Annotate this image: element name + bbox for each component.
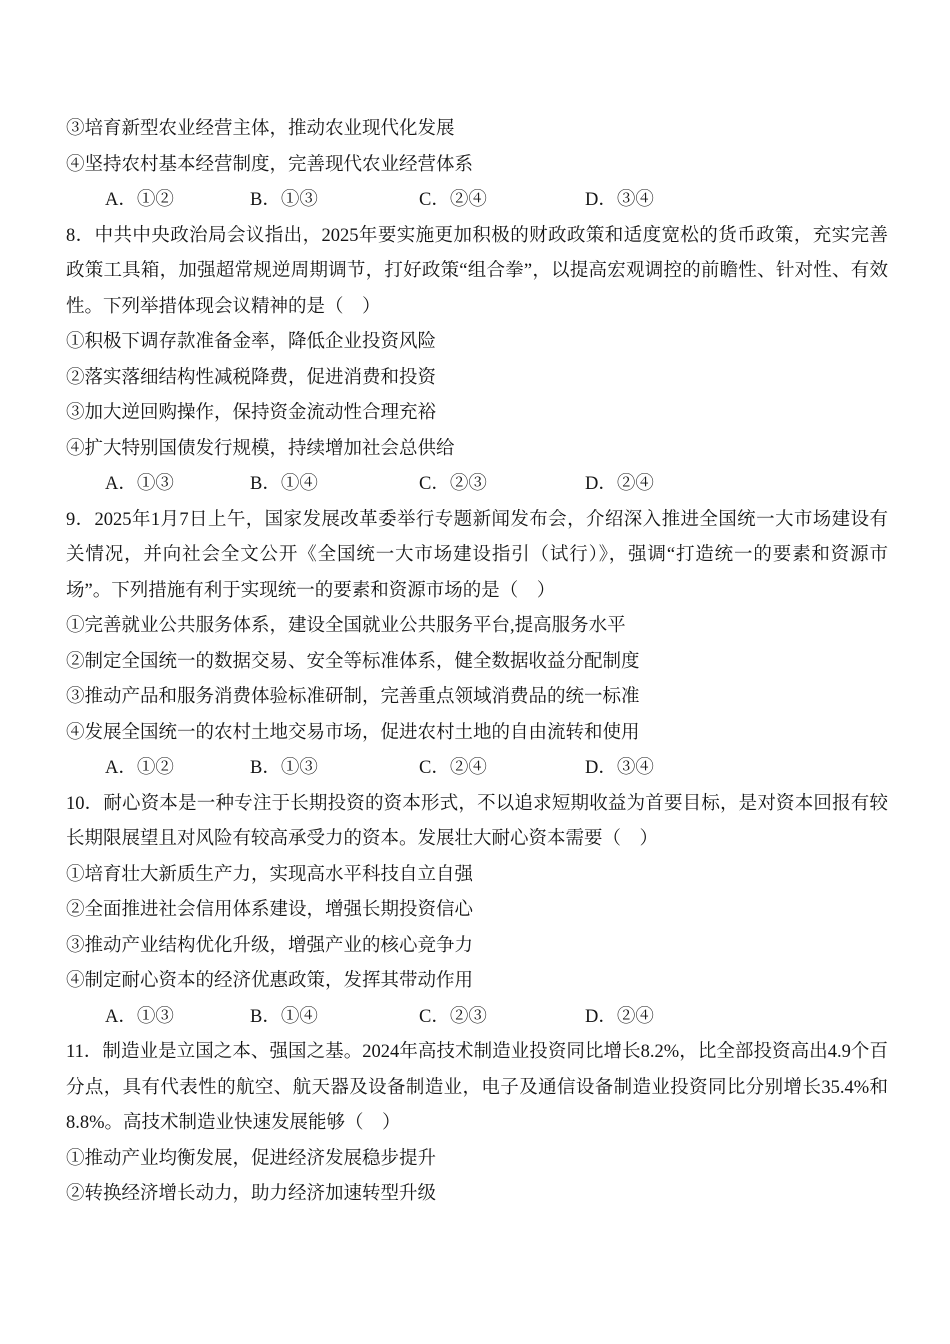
question-option: ③培育新型农业经营主体，推动农业现代化发展 (66, 119, 455, 139)
question-option: ③推动产业结构优化升级，增强产业的核心竞争力 (66, 935, 474, 956)
question-stem: 11．制造业是立国之本、强国之基。2024年高技术制造业投资同比增长8.2%，比全部投资高出4.9个百分点，具有代表性的航空、航天器及设备制造业，电子及通信设备制造业投资同比分别增长35.4%和8.8%。高技术制造业快速发展能够（ ） (66, 1042, 888, 1133)
choice-row (66, 1000, 888, 1036)
question-option: ①推动产业均衡发展，促进经济发展稳步提升 (66, 1148, 437, 1169)
question-8 (66, 219, 888, 503)
choice-a: A．①③ (105, 474, 174, 494)
choice-b: B．①④ (250, 474, 318, 494)
question-option: ①培育壮大新质生产力，实现高水平科技自立自强 (66, 864, 474, 885)
choice-c: C．②③ (419, 474, 487, 494)
question-10 (66, 787, 888, 1036)
choice-a: A．①② (105, 190, 174, 210)
question-option: ④制定耐心资本的经济优惠政策，发挥其带动作用 (66, 971, 474, 991)
choice-row (66, 183, 888, 219)
question-11-partial (66, 1035, 888, 1213)
question-stem: 8．中共中央政治局会议指出，2025年要实施更加积极的财政政策和适度宽松的货币政策，充实完善政策工具箱，加强超常规逆周期调节，打好政策“组合拳”，以提高宏观调控的前瞻性、针对性、有效性。下列举措体现会议精神的是（ ） (66, 225, 888, 317)
choice-row (66, 467, 888, 503)
choice-d: D．③④ (585, 190, 654, 210)
question-stem: 9．2025年1月7日上午，国家发展改革委举行专题新闻发布会，介绍深入推进全国统一大市场建设有关情况，并向社会全文公开《全国统一大市场建设指引（试行）》，强调“打造统一的要素和资源市场”。下列措施有利于实现统一的要素和资源市场的是（ ） (66, 509, 888, 601)
question-stem: 10．耐心资本是一种专注于长期投资的资本形式，不以追求短期收益为首要目标，是对资本回报有较长期限展望且对风险有较高承受力的资本。发展壮大耐心资本需要（ ） (66, 793, 888, 849)
question-7-partial (66, 112, 888, 219)
question-option: ②转换经济增长动力，助力经济加速转型升级 (66, 1184, 437, 1204)
choice-a: A．①③ (105, 1006, 174, 1027)
question-9 (66, 503, 888, 787)
choice-b: B．①④ (250, 1006, 318, 1027)
question-option: ②制定全国统一的数据交易、安全等标准体系，健全数据收益分配制度 (66, 651, 640, 672)
choice-b: B．①③ (250, 758, 318, 778)
choice-d: D．②④ (585, 1006, 654, 1027)
choice-b: B．①③ (250, 190, 318, 210)
choice-c: C．②③ (419, 1006, 487, 1027)
question-option: ②落实落细结构性减税降费，促进消费和投资 (66, 367, 437, 388)
question-option: ③加大逆回购操作，保持资金流动性合理充裕 (66, 403, 437, 423)
question-option: ①积极下调存款准备金率，降低企业投资风险 (66, 332, 437, 352)
question-option: ④坚持农村基本经营制度，完善现代农业经营体系 (66, 154, 474, 175)
choice-d: D．③④ (585, 758, 654, 778)
choice-c: C．②④ (419, 190, 487, 210)
question-option: ①完善就业公共服务体系，建设全国就业公共服务平台,提高服务水平 (66, 616, 626, 636)
question-option: ④扩大特别国债发行规模，持续增加社会总供给 (66, 438, 455, 459)
question-option: ③推动产品和服务消费体验标准研制，完善重点领域消费品的统一标准 (66, 687, 640, 707)
choice-c: C．②④ (419, 758, 487, 778)
question-option: ④发展全国统一的农村土地交易市场，促进农村土地的自由流转和使用 (66, 722, 640, 743)
choice-d: D．②④ (585, 474, 654, 494)
choice-row (66, 751, 888, 787)
question-option: ②全面推进社会信用体系建设，增强长期投资信心 (66, 900, 474, 920)
choice-a: A．①② (105, 758, 174, 778)
